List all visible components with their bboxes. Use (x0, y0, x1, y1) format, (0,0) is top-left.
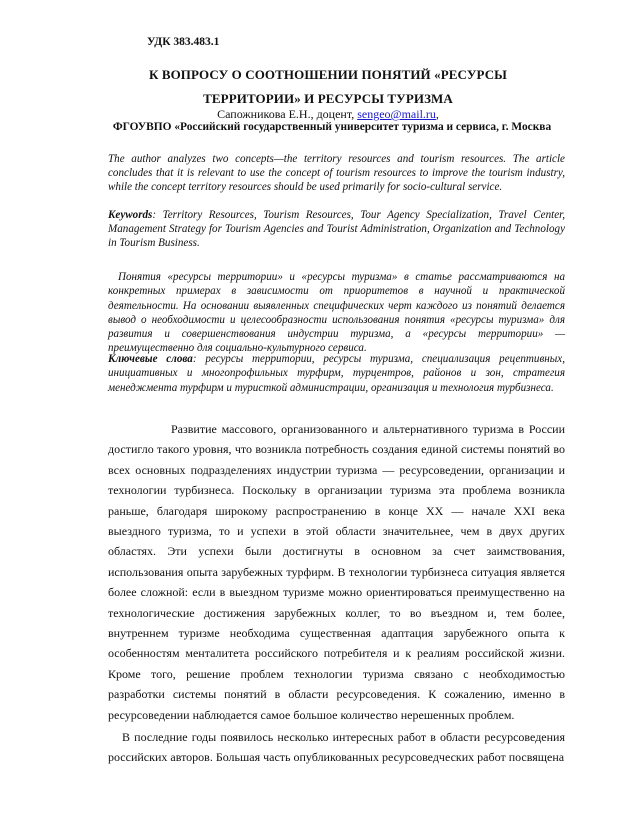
title-line-1: К ВОПРОСУ О СООТНОШЕНИИ ПОНЯТИЙ «РЕСУРСЫ (148, 67, 508, 82)
author-line (108, 107, 548, 122)
russian-keywords (108, 352, 565, 395)
author-name: Сапожникова Е.Н., доцент, (217, 107, 358, 121)
udk-code: УДК 383.483.1 (147, 36, 220, 48)
russian-abstract-text: Понятия «ресурсы территории» и «ресурсы туризма» в статье рассматриваются на конкретных примерах в зависимости от приоритетов в научной и практической деятельности. На основании выявленных специфических черт каждого из понятий делается вывод о необходимости и целесообразности использования понятия «ресурсы туризма» для развития и совершенствования индустрии туризма, а «ресурсы территории» — преимущественно для социально-культурного сервиса. (108, 271, 565, 355)
author-email-link[interactable]: sengeo@mail.ru (357, 107, 436, 121)
russian-keywords-label: Ключевые слова (108, 353, 193, 365)
body-paragraph-1: Развитие массового, организованного и альтернативного туризма в России достигло такого уровня, что возникла потребность создания единой системы понятий во всех основных подразделениях индустрии туризма — ресурсоведении, организации и технологии турбизнеса. Поскольку в организации туризма эта проблема возникла раньше, благодаря широкому распространению в конце XX — начале XXI века выездного туризма, то и успехи в этой области значительнее, чем в двух других областях. Эти успехи были достигнуты в основном за счет заимствования, использования опыта зарубежных турфирм. В технологии турбизнеса ситуация является более сложной: если в выездном туризме можно ориентироваться преимущественно на технологические достижения зарубежных коллег, то во въездном и, тем более, внутреннем туризме необходима существенная адаптация зарубежного опыта к особенностям менталитета российского потребителя и к реалиям российской жизни. Кроме того, решение проблем технологии туризма связано с необходимостью разработки системы понятий в области ресурсоведения. К сожалению, именно в ресурсоведении наблюдается самое большое количество нерешенных проблем. (108, 422, 565, 722)
title-line-2: ТЕРРИТОРИИ» И РЕСУРСЫ ТУРИЗМА (203, 91, 453, 106)
english-keywords (108, 208, 565, 251)
russian-keywords-text: : ресурсы территории, ресурсы туризма, специализация рецептивных, инициативных и многопрофильных турфирм, турцентров, районов и зон, стратегия менеджмента турфирм и туристкой администрации, организация и технология турбизнеса. (108, 353, 566, 394)
author-suffix: , (435, 107, 439, 121)
affiliation: ФГОУВПО «Российский государственный университет туризма и сервиса, г. Москва (112, 121, 552, 133)
english-keywords-label: Keywords (108, 209, 153, 221)
english-abstract: The author analyzes two concepts—the territory resources and tourism resources. The article concludes that it is relevant to use the concept of tourism resources to improve the tourism industry, while the concept territory resources should be used primarily for socio-cultural service. (108, 153, 565, 194)
russian-abstract (108, 270, 565, 356)
body-paragraph-2: В последние годы появилось несколько интересных работ в области ресурсоведения российских авторов. Большая часть опубликованных ресурсоведческих работ посвящена (108, 730, 565, 765)
english-keywords-text: : Territory Resources, Tourism Resources, Tour Agency Specialization, Travel Center, Management Strategy for Tourism Agencies and Tourist Administration, Organization and Technology in Tourism Business. (108, 209, 565, 250)
